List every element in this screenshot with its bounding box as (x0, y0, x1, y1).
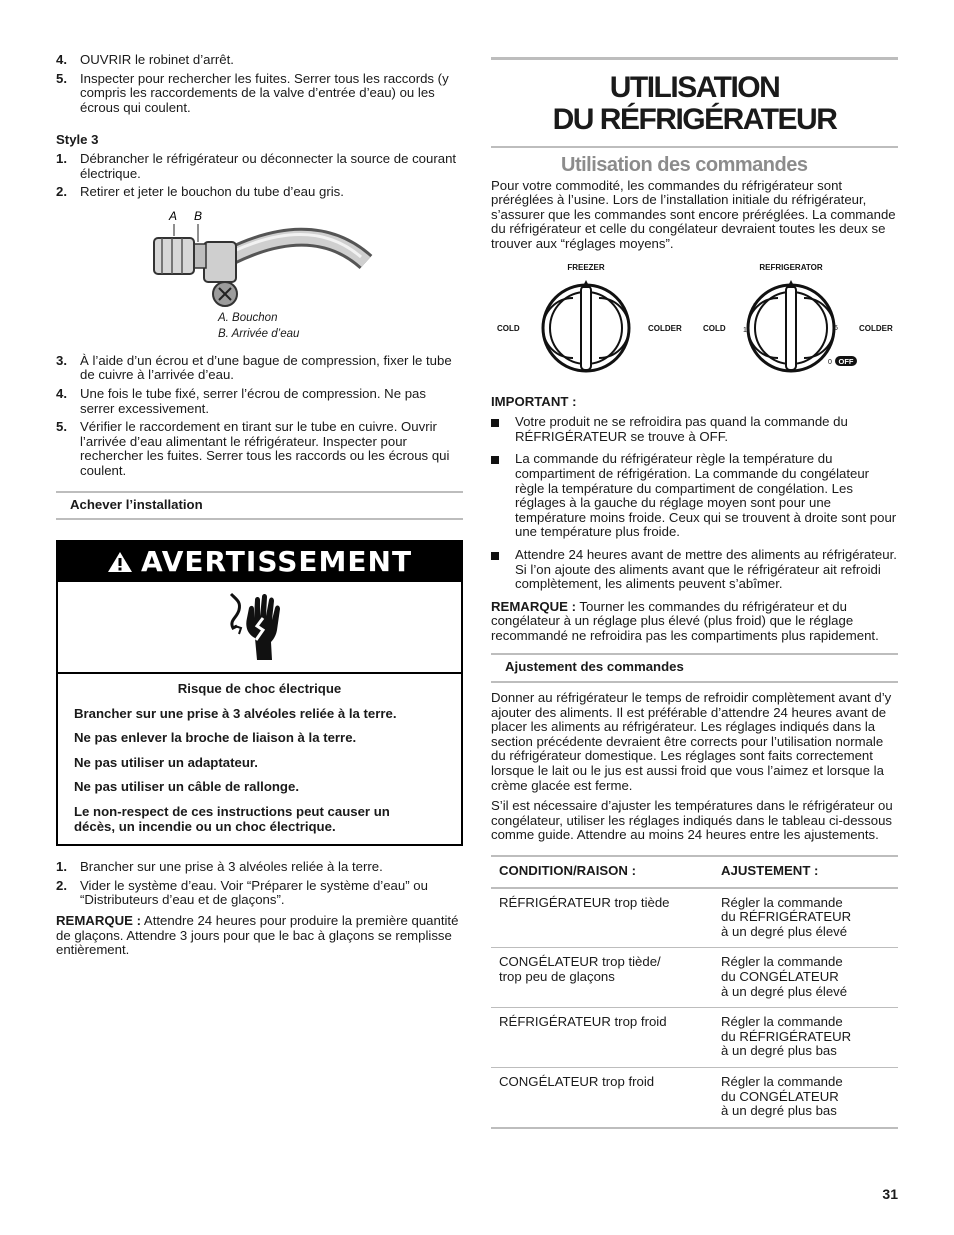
important-label: IMPORTANT : (491, 393, 577, 409)
label-a: A (169, 208, 178, 223)
table-cell: Régler la commande du RÉFRIGÉRATEUR à un degré plus élevé (713, 888, 898, 948)
list-item: 2. Retirer et jeter le bouchon du tube d’eau gris. (56, 184, 344, 200)
warning-box (56, 540, 463, 846)
left-column (56, 53, 463, 958)
fridge-tick: 6 (834, 324, 838, 332)
style3-steps-b (56, 354, 463, 479)
right-note: REMARQUE : Tourner les commandes du réfrigérateur et du congélateur à un réglage plus élevé (plus froid) que le réglage recommandé ne refroidira pas les compartiments plus rapidement. (491, 598, 879, 643)
freezer-colder-label: COLDER (648, 323, 682, 333)
table-cell: Régler la commande du RÉFRIGÉRATEUR à un degré plus bas (713, 1008, 898, 1068)
style3-steps-a (56, 152, 463, 200)
refrigerator-label: REFRIGERATOR (759, 262, 823, 272)
off-label: OFF (838, 356, 854, 366)
adjust-paragraph-1: Donner au réfrigérateur le temps de refroidir complètement avant d’y ajouter des aliments. Il est préférable d’attendre 24 heures avant de placer les aliments au réfrigérateur. Les réglages indiqués dans la section précédente devraient être corrects pour l’utilisation normale du réfrigérateur domestique. Les réglages sont faits correctement lorsque le lait ou le jus est aussi froid que vous l’aimez et lorsque la crème glacée est ferme. (491, 690, 892, 793)
water-tube-figure (56, 204, 463, 354)
list-item: 5. Inspecter pour rechercher les fuites. Serrer tous les raccords (y compris les raccordements de la valve d’entrée d’eau) ou les écrous qui coulent. (56, 70, 449, 115)
table-cell: RÉFRIGÉRATEUR trop tiède (491, 888, 713, 948)
final-steps (56, 860, 463, 908)
final-note: REMARQUE : Attendre 24 heures pour produire la première quantité de glaçons. Attendre 3 jours pour que le bac à glaçons se remplisse entièrement. (56, 913, 459, 958)
warning-line: Le non-respect de ces instructions peut causer un décès, un incendie ou un choc électrique. (74, 804, 390, 834)
table-row (491, 1067, 898, 1127)
warning-body (58, 674, 461, 844)
list-item: Attendre 24 heures avant de mettre des aliments au réfrigérateur. Si l’on ajoute des aliments avant que le réfrigérateur ait refroidi complètement, les aliments peuvent s’abîmer. (491, 548, 898, 592)
important-list (491, 415, 898, 592)
warning-line: Brancher sur une prise à 3 alvéoles reliée à la terre. (74, 705, 397, 721)
page-number: 31 (882, 1186, 898, 1202)
column-header: CONDITION/RAISON : (491, 856, 713, 888)
warning-line: Ne pas enlever la broche de liaison à la terre. (74, 730, 357, 746)
list-item: 3. À l’aide d’un écrou et d’une bague de compression, fixer le tube de cuivre à l’arrivée d’eau. (56, 352, 452, 383)
section-title: Utilisation des commandes (561, 154, 808, 176)
adjust-controls-heading: Ajustement des commandes (491, 653, 898, 683)
list-item: 1. Brancher sur une prise à 3 alvéoles reliée à la terre. (56, 859, 383, 875)
warning-icon-area (58, 582, 461, 674)
freezer-cold-label: COLD (497, 323, 520, 333)
adjustment-table (491, 855, 898, 1129)
dials-illustration (491, 256, 898, 381)
adjust-paragraph-2: S’il est nécessaire d’ajuster les températures dans le réfrigérateur ou congélateur, utiliser les réglages indiqués dans le tableau ci-dessous comme guide. Attendre au moins 24 heures entre les ajustements. (491, 798, 893, 843)
fridge-tick: 1 (743, 326, 747, 334)
refrigerator-dial[interactable] (748, 280, 834, 371)
bullet-square-icon (491, 456, 499, 464)
style3-heading: Style 3 (56, 132, 99, 148)
fridge-cold-label: COLD (703, 323, 726, 333)
table-cell: CONGÉLATEUR trop tiède/ trop peu de glaçons (491, 948, 713, 1008)
freezer-label: FREEZER (567, 262, 605, 272)
table-header-row (491, 856, 898, 888)
figure-caption: A. Bouchon B. Arrivée d’eau (218, 311, 300, 340)
list-item: Votre produit ne se refroidira pas quand la commande du RÉFRIGÉRATEUR se trouve à OFF. (491, 415, 898, 444)
electric-shock-hand-icon (225, 590, 295, 664)
bullet-square-icon (491, 419, 499, 427)
water-tube-illustration (56, 204, 463, 308)
table-cell: Régler la commande du CONGÉLATEUR à un degré plus bas (713, 1067, 898, 1127)
page-title-line1: UTILISATION (609, 71, 780, 104)
steps-top (56, 53, 463, 115)
table-cell: CONGÉLATEUR trop froid (491, 1067, 713, 1127)
warning-line: Ne pas utiliser un câble de rallonge. (74, 779, 299, 795)
warning-title: AVERTISSEMENT (140, 544, 413, 578)
list-item: 4. OUVRIR le robinet d’arrêt. (56, 52, 234, 67)
warning-triangle-icon (107, 550, 133, 574)
list-item: 1. Débrancher le réfrigérateur ou déconnecter la source de courant électrique. (56, 150, 457, 181)
list-item: La commande du réfrigérateur règle la température du compartiment de réfrigération. La commande du congélateur règle la température du compartiment de congélation. Les réglages à la gauche du réglage moyen sont pour une température moins froide. Ceux qui se trouvent à droite sont pour une température plus froide. (491, 452, 898, 540)
table-row (491, 948, 898, 1008)
page-title-line2: DU RÉFRIGÉRATEUR (552, 103, 837, 136)
table-cell: Régler la commande du CONGÉLATEUR à un degré plus élevé (713, 948, 898, 1008)
bullet-square-icon (491, 552, 499, 560)
control-dials (491, 256, 898, 381)
intro-paragraph: Pour votre commodité, les commandes du réfrigérateur sont préréglées à l’usine. Lors de l’installation initiale du réfrigérateur, s’assurer que les commandes sont encore préréglées. La commande du réfrigérateur et celle du congélateur devraient toutes les deux se trouver aux “réglages moyens”. (491, 177, 896, 251)
warning-line: Ne pas utiliser un adaptateur. (74, 754, 258, 770)
table-row (491, 888, 898, 948)
main-title-block (491, 57, 898, 148)
freezer-dial[interactable] (543, 280, 629, 371)
finish-installation-heading: Achever l’installation (56, 491, 463, 521)
table-row (491, 1008, 898, 1068)
column-header: AJUSTEMENT : (713, 856, 898, 888)
warning-header (58, 542, 461, 582)
fridge-tick: 0 (828, 358, 832, 366)
label-b: B (194, 208, 203, 223)
list-item: 2. Vider le système d’eau. Voir “Préparer le système d’eau” ou “Distributeurs d’eau et de glaçons”. (56, 877, 428, 908)
right-column (491, 0, 898, 1129)
fridge-colder-label: COLDER (859, 323, 893, 333)
list-item: 4. Une fois le tube fixé, serrer l’écrou de compression. Ne pas serrer excessivement. (56, 385, 426, 416)
list-item: 5. Vérifier le raccordement en tirant sur le tube en cuivre. Ouvrir l’arrivée d’eau alimentant le réfrigérateur. Inspecter pour rechercher les fuites. Serrer tous les raccords ou les écrous qui coulent. (56, 419, 450, 478)
table-cell: RÉFRIGÉRATEUR trop froid (491, 1008, 713, 1068)
warning-line: Risque de choc électrique (177, 681, 342, 697)
